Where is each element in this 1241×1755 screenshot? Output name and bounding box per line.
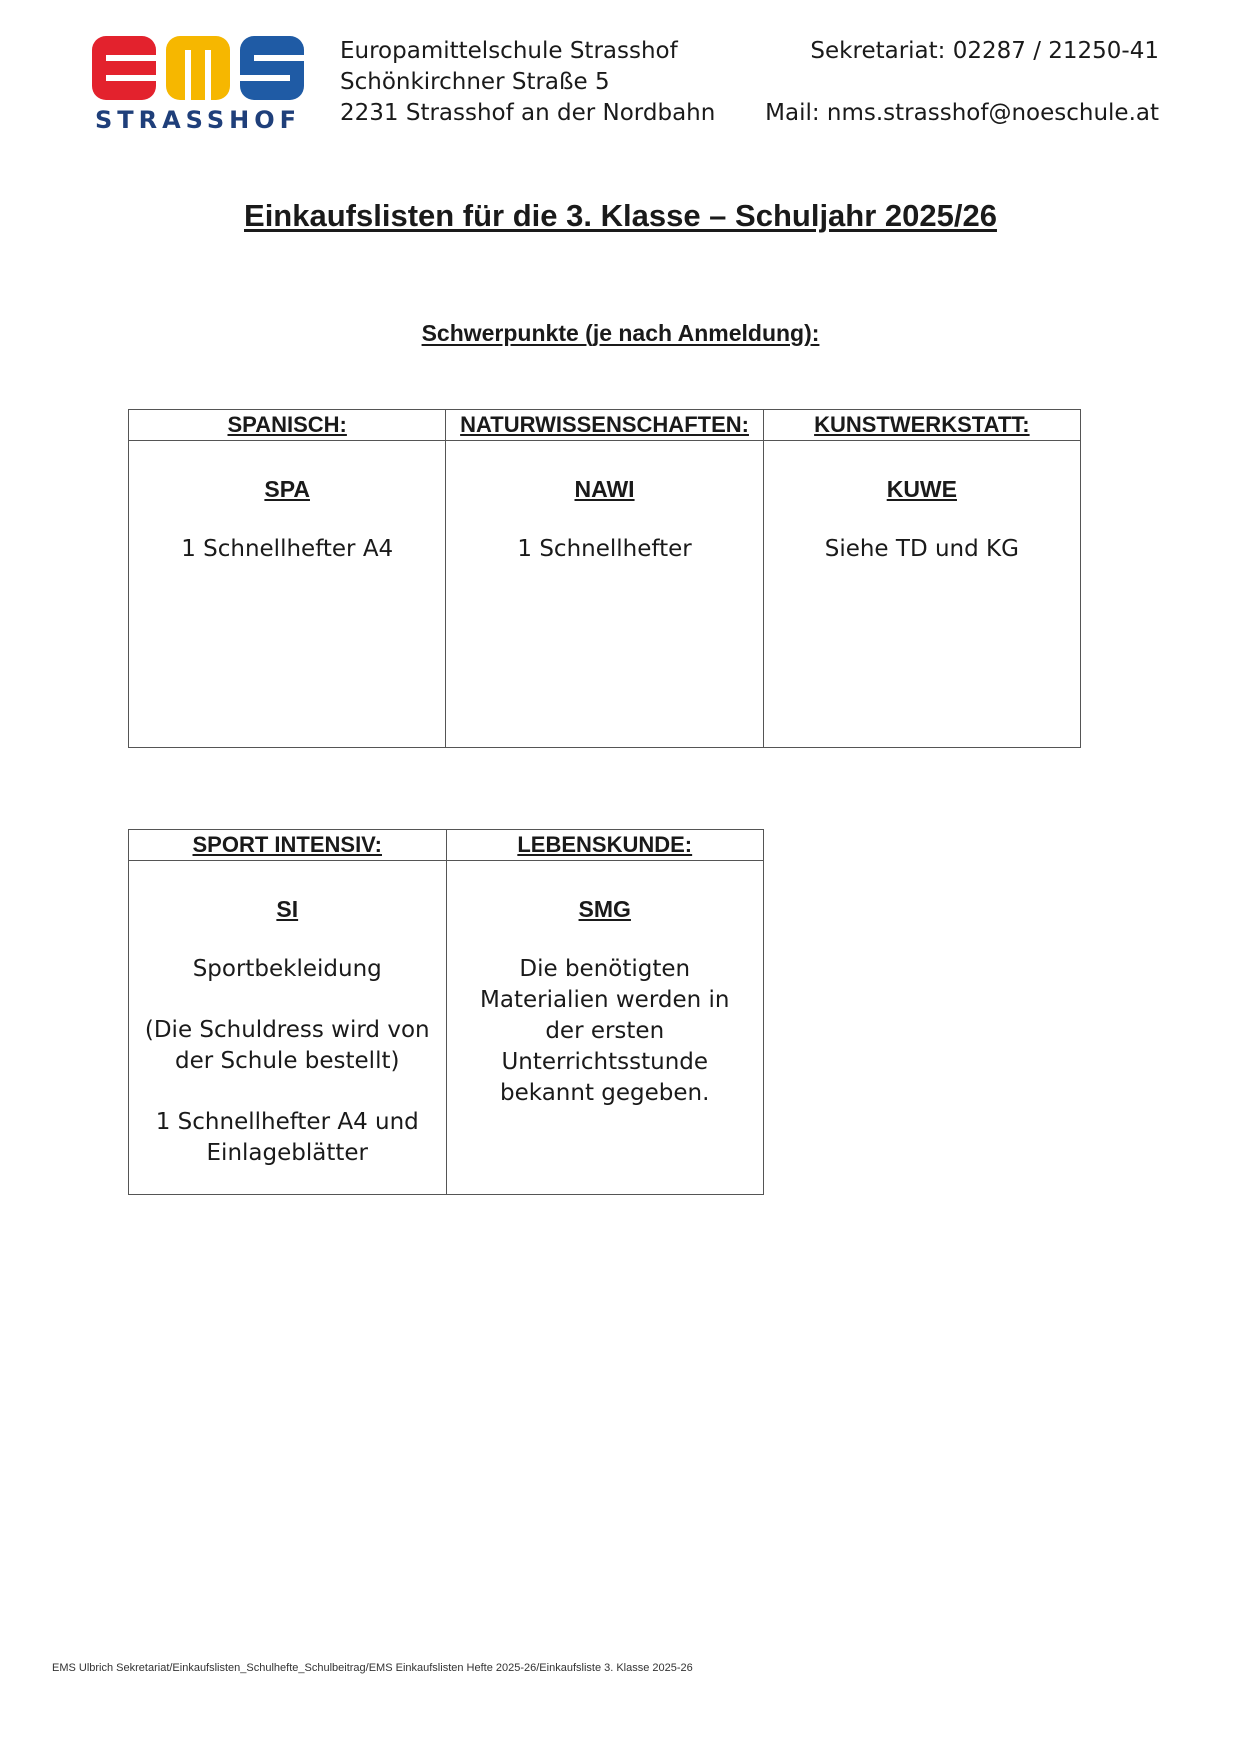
subject-code: SPA: [264, 476, 310, 502]
column-header-sport-intensiv: SPORT INTENSIV:: [129, 830, 447, 861]
table-cell-sport-intensiv: [129, 861, 447, 1195]
school-address: [340, 36, 715, 129]
table-cell-lebenskunde: [446, 861, 764, 1195]
item-text: 1 Schnellhefter: [517, 536, 692, 562]
logo-letter-s: [240, 36, 304, 100]
school-name: Europamittelschule Strasshof: [340, 38, 678, 64]
column-header-kunstwerkstatt: KUNSTWERKSTATT:: [763, 410, 1080, 441]
item-text: (Die Schuldress wird von der Schule bestellt): [144, 1017, 430, 1074]
item-text: 1 Schnellhefter A4: [181, 536, 394, 562]
item-text: Sportbekleidung: [192, 956, 382, 982]
subject-code: NAWI: [574, 476, 635, 502]
table-cell-kunstwerkstatt: [763, 441, 1080, 748]
focus-table-1: [128, 409, 1081, 748]
school-city: 2231 Strasshof an der Nordbahn: [340, 100, 716, 126]
footer-path: EMS Ulbrich Sekretariat/Einkaufslisten_Schulhefte_Schulbeitrag/EMS Einkaufslisten Hefte 2025-26/Einkaufsliste 3. Klasse 2025-26: [52, 1662, 693, 1674]
page-title: Einkaufslisten für die 3. Klasse – Schuljahr 2025/26: [244, 198, 997, 233]
school-street: Schönkirchner Straße 5: [340, 69, 610, 95]
school-logo: [92, 36, 304, 136]
item-text: Siehe TD und KG: [824, 536, 1019, 562]
subject-code: KUWE: [886, 476, 957, 502]
school-contact: [765, 36, 1159, 129]
logo-letter-m: [166, 36, 230, 100]
table-cell-naturwissenschaften: [446, 441, 763, 748]
focus-table-2: [128, 829, 764, 1195]
item-text: 1 Schnellhefter A4 und Einlageblätter: [155, 1109, 419, 1166]
column-header-naturwissenschaften: NATURWISSENSCHAFTEN:: [446, 410, 763, 441]
ems-logo-mark: [92, 36, 304, 100]
school-phone: Sekretariat: 02287 / 21250-41: [810, 38, 1159, 64]
column-header-spanisch: SPANISCH:: [129, 410, 446, 441]
item-text: Die benötigten Materialien werden in der ersten Unterrichtsstunde bekannt gegeben.: [480, 956, 730, 1106]
school-mail: Mail: nms.strasshof@noeschule.at: [765, 100, 1159, 126]
table-cell-spanisch: [129, 441, 446, 748]
logo-wordmark: STRASSHOF: [94, 106, 302, 134]
logo-letter-e: [92, 36, 156, 100]
section-subtitle: Schwerpunkte (je nach Anmeldung):: [421, 320, 820, 346]
column-header-lebenskunde: LEBENSKUNDE:: [446, 830, 764, 861]
subject-code: SMG: [578, 896, 631, 922]
subject-code: SI: [276, 896, 299, 922]
